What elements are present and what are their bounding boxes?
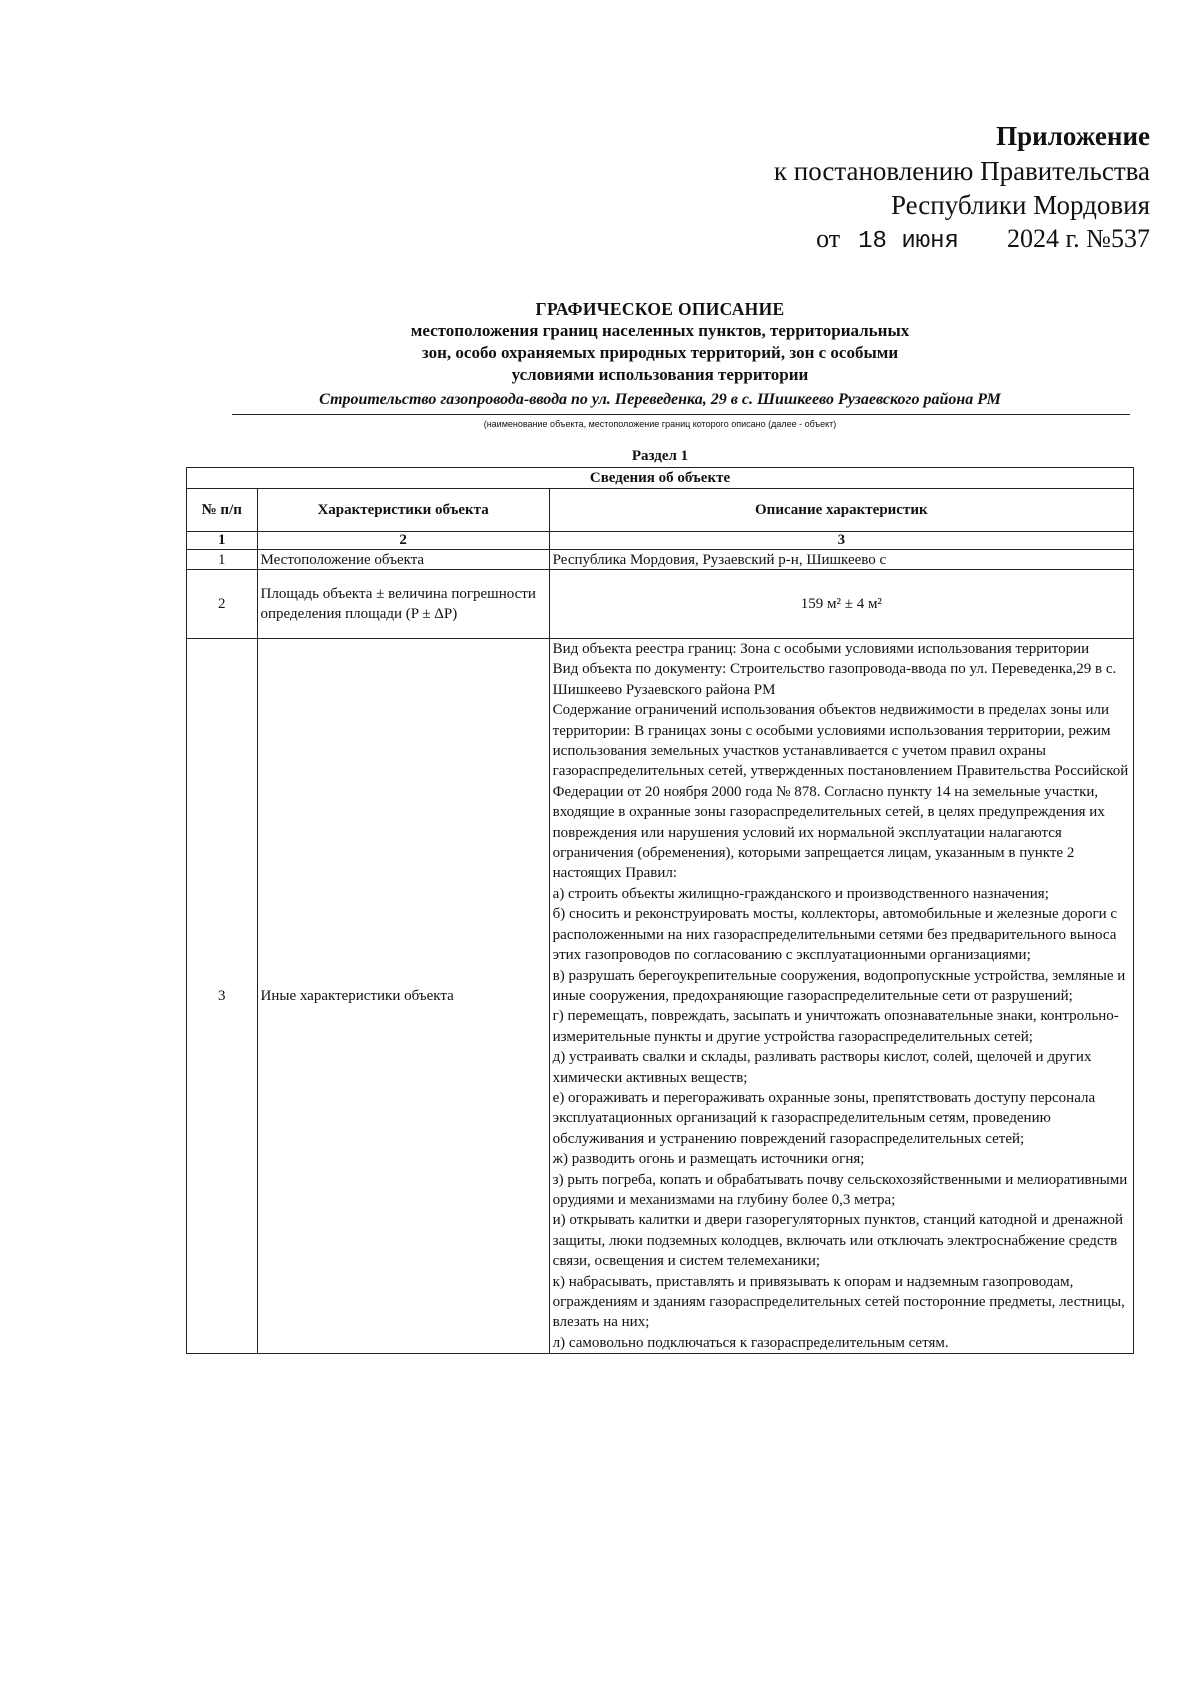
description-paragraph: з) рыть погреба, копать и обрабатывать почву сельскохозяйственными и мелиоративными орудиями и механизмами на глубину более 0,3 метра;: [552, 1171, 1128, 1208]
row-description: Республика Мордовия, Рузаевский р-н, Шишкеево с: [549, 550, 1133, 570]
description-paragraph: к) набрасывать, приставлять и привязывать к опорам и надземным газопроводам, ограждениям и зданиям газораспределительных сетей посторонние предметы, лестницы, влезать на них;: [552, 1273, 1125, 1331]
document-subtitle-line-1: местоположения границ населенных пунктов, территориальных: [410, 321, 910, 340]
description-paragraph: б) сносить и реконструировать мосты, коллекторы, автомобильные и железные дороги с расположенными на них газораспределительными сетями без предварительного выноса этих газопроводов по согласованию с эксплуатационными организациями;: [552, 906, 1118, 964]
row-characteristic: Площадь объекта ± величина погрешности определения площади (P ± ΔP): [257, 570, 549, 639]
description-paragraph: Вид объекта по документу: Строительство газопровода-ввода по ул. Переведенка,29 в с. Шишкеево Рузаевского района РМ: [552, 661, 1117, 698]
table-row: [187, 570, 1134, 639]
table-caption-row: [187, 468, 1134, 489]
object-caption: (наименование объекта, местоположение границ которого описано (далее - объект): [483, 419, 837, 429]
appendix-block: [630, 118, 1150, 259]
header-characteristic: Характеристики объекта: [257, 489, 549, 532]
object-info-table: [186, 467, 1134, 1354]
index-cell-1: 1: [187, 532, 258, 550]
table-row: [187, 639, 1134, 1354]
description-paragraph: д) устраивать свалки и склады, разливать растворы кислот, солей, щелочей и других химически активных веществ;: [552, 1049, 1092, 1086]
document-title: ГРАФИЧЕСКОЕ ОПИСАНИЕ: [535, 299, 785, 319]
row-description: 159 м² ± 4 м²: [549, 570, 1133, 639]
index-cell-3: 3: [549, 532, 1133, 550]
document-subtitle-line-2: зон, особо охраняемых природных территорий, зон с особыми: [421, 343, 899, 362]
appendix-line-2: Республики Мордовия: [890, 190, 1150, 220]
appendix-title: Приложение: [996, 121, 1150, 151]
table-caption: Сведения об объекте: [187, 468, 1134, 489]
table-header-row: [187, 489, 1134, 532]
description-paragraph: в) разрушать берегоукрепительные сооружения, водопропускные устройства, земляные и иные сооружения, предохраняющие газораспределительные сети от разрушений;: [552, 967, 1126, 1004]
description-paragraph: и) открывать калитки и двери газорегуляторных пунктов, станций катодной и дренажной защиты, люки подземных колодцев, включать или отключать электроснабжение средств связи, освещения и систем телемеханики;: [552, 1212, 1124, 1270]
row-num: 3: [187, 639, 258, 1354]
document-subtitle-line-3: условиями использования территории: [511, 365, 809, 384]
header-description: Описание характеристик: [549, 489, 1133, 532]
description-paragraph: е) огораживать и перегораживать охранные зоны, препятствовать доступу персонала эксплуатационных организаций к газораспределительным сетям, проведению обслуживания и устранению повреждений газораспределительных сетей;: [552, 1089, 1096, 1147]
description-paragraph: Вид объекта реестра границ: Зона с особыми условиями использования территории: [552, 641, 1090, 657]
row-characteristic: Местоположение объекта: [257, 550, 549, 570]
table-row: [187, 550, 1134, 570]
row-num: 1: [187, 550, 258, 570]
appendix-date-line: [630, 222, 1150, 259]
date-prefix: от: [816, 224, 841, 253]
description-paragraph: ж) разводить огонь и размещать источники огня;: [552, 1151, 865, 1168]
description-paragraph: л) самовольно подключаться к газораспределительным сетям.: [552, 1334, 949, 1351]
date-year-number: 2024 г. №537: [1006, 224, 1150, 253]
description-paragraph: г) перемещать, повреждать, засыпать и уничтожать опознавательные знаки, контрольно-измерительные пункты и другие устройства газораспределительных сетей;: [552, 1008, 1119, 1045]
row-description: [549, 639, 1133, 1354]
description-paragraph: а) строить объекты жилищно-гражданского и производственного назначения;: [552, 885, 1049, 902]
section-title: Раздел 1: [631, 448, 689, 464]
table-index-row: [187, 532, 1134, 550]
header-num: № п/п: [187, 489, 258, 532]
row-characteristic: Иные характеристики объекта: [257, 639, 549, 1354]
object-underline: [232, 414, 1130, 415]
index-cell-2: 2: [257, 532, 549, 550]
appendix-line-1: к постановлению Правительства: [773, 156, 1150, 186]
object-name: Строительство газопровода-ввода по ул. Переведенка, 29 в с. Шишкеево Рузаевского района РМ: [319, 391, 1001, 408]
date-day-month: 18 июня: [858, 228, 959, 255]
row-num: 2: [187, 570, 258, 639]
description-paragraph: Содержание ограничений использования объектов недвижимости в пределах зоны или территории: В границах зоны с особыми условиями использования территории, режим использования земельных участков устанавливается с учетом правил охраны газораспределительных сетей, утвержденных постановлением Правительства Российской Федерации от 20 ноября 2000 года № 878. Согласно пункту 14 на земельные участки, входящие в охранные зоны газораспределительных сетей, в целях предупреждения их повреждения или нарушения условий их нормальной эксплуатации налагаются ограничения (обременения), которыми запрещается лицам, указанным в пункте 2 настоящих Правил:: [552, 702, 1129, 882]
document-title-block: [190, 298, 1130, 386]
